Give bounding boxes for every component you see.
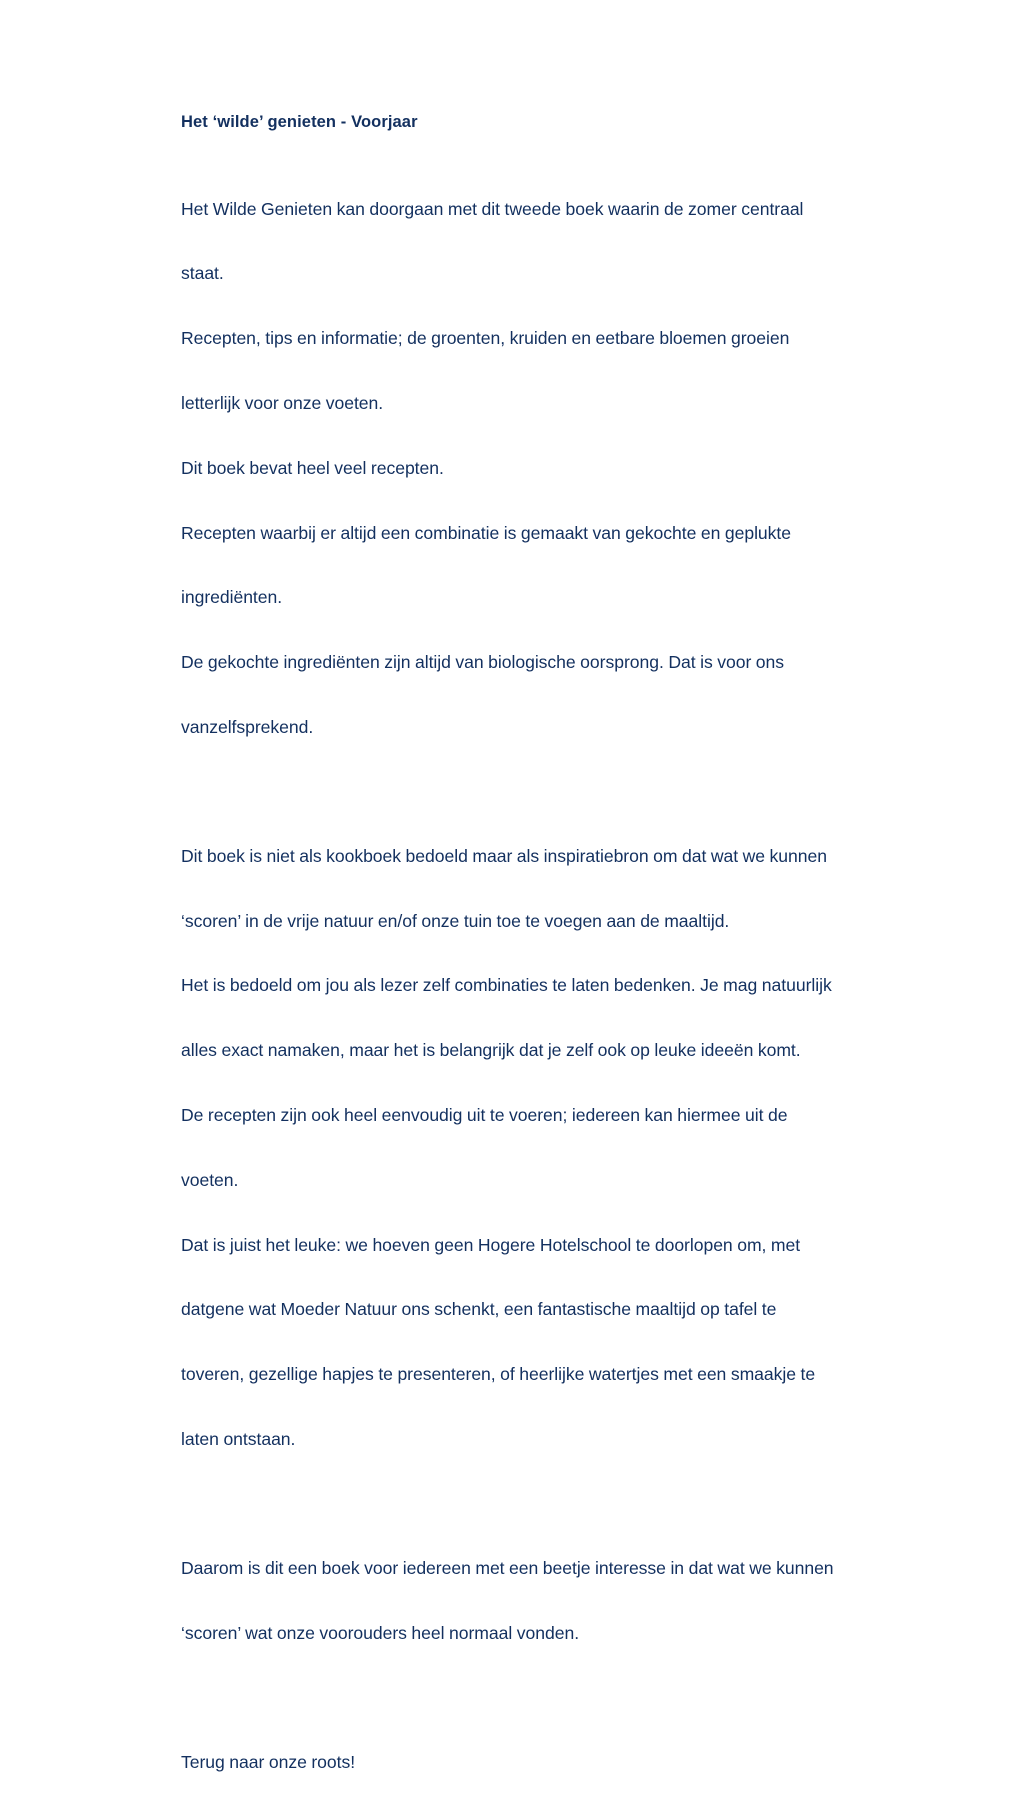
paragraph-conclusion <box>181 1515 893 1688</box>
page-title: Het ‘wilde’ genieten - Voorjaar <box>181 113 418 131</box>
paragraph-line: letterlijk voor onze voeten. <box>181 393 384 414</box>
spacer <box>181 1687 893 1708</box>
paragraph-line: voeten. <box>181 1169 239 1190</box>
paragraph-line: Dit boek is niet als kookboek bedoeld maar als inspiratiebron om dat wat we kunnen <box>181 845 827 866</box>
paragraph-line: Dat is juist het leuke: we hoeven geen Hogere Hotelschool te doorlopen om, met <box>181 1234 801 1255</box>
paragraph-line: Daarom is dit een boek voor iedereen met een beetje interesse in dat wat we kunnen <box>181 1557 834 1578</box>
paragraph-line: ‘scoren’ wat onze voorouders heel normaal vonden. <box>181 1622 580 1643</box>
paragraph-inspiration <box>181 803 893 1494</box>
paragraph-intro <box>181 156 893 782</box>
spacer <box>181 134 893 156</box>
spacer <box>181 1494 893 1515</box>
paragraph-line: datgene wat Moeder Natuur ons schenkt, een fantastische maaltijd op tafel te <box>181 1299 777 1320</box>
paragraph-line: staat. <box>181 263 224 284</box>
paragraph-line: Recepten, tips en informatie; de groenten, kruiden en eetbare bloemen groeien <box>181 328 790 349</box>
paragraph-line: toveren, gezellige hapjes te presenteren, of heerlijke watertjes met een smaakje te <box>181 1364 816 1385</box>
paragraph-line: alles exact namaken, maar het is belangrijk dat je zelf ook op leuke ideeën komt. <box>181 1040 801 1061</box>
paragraph-line: Terug naar onze roots! <box>181 1751 356 1772</box>
paragraph-line: ingrediënten. <box>181 587 283 608</box>
paragraph-line: ‘scoren’ in de vrije natuur en/of onze tuin toe te voegen aan de maaltijd. <box>181 910 730 931</box>
paragraph-line: Het is bedoeld om jou als lezer zelf combinaties te laten bedenken. Je mag natuurlijk <box>181 975 832 996</box>
paragraph-closing <box>181 1708 893 1816</box>
paragraph-line: Dit boek bevat heel veel recepten. <box>181 457 444 478</box>
paragraph-line: Het Wilde Genieten kan doorgaan met dit tweede boek waarin de zomer centraal <box>181 198 804 219</box>
spacer <box>181 782 893 803</box>
document-body <box>181 112 893 1816</box>
paragraph-line: vanzelfsprekend. <box>181 716 314 737</box>
paragraph-line: Recepten waarbij er altijd een combinatie is gemaakt van gekochte en geplukte <box>181 522 791 543</box>
paragraph-line: De gekochte ingrediënten zijn altijd van biologische oorsprong. Dat is voor ons <box>181 652 785 673</box>
paragraph-line: De recepten zijn ook heel eenvoudig uit te voeren; iedereen kan hiermee uit de <box>181 1105 788 1126</box>
paragraph-line: laten ontstaan. <box>181 1428 296 1449</box>
